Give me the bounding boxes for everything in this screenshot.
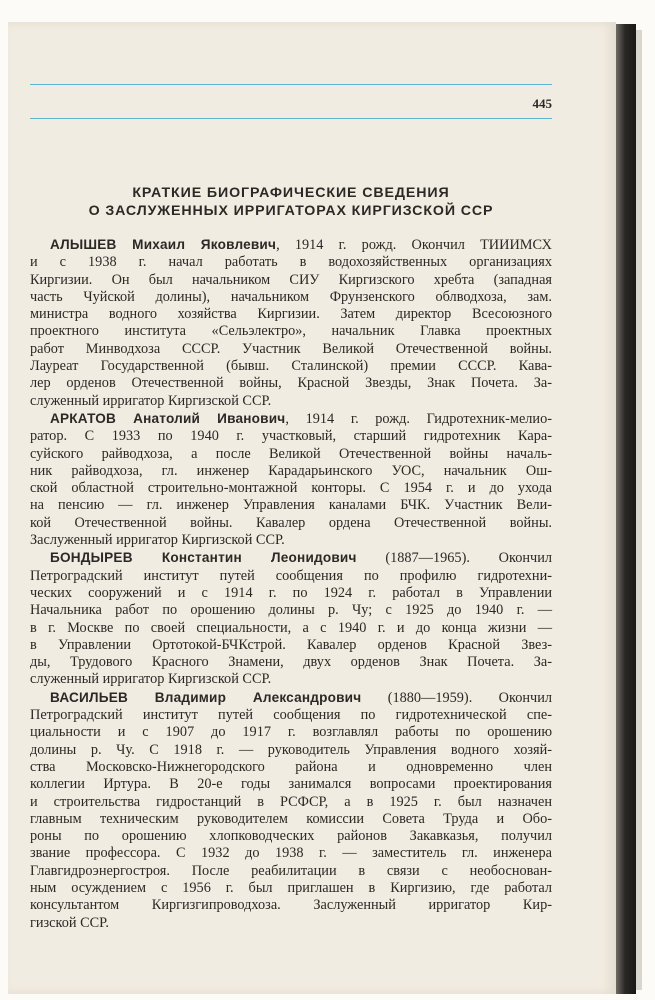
- biography-entry: [30, 410, 552, 549]
- entry-text-line: служенный ирригатор Киргизской ССР.: [30, 671, 272, 688]
- entry-text-line: работ Минводхоза СССР. Участник Великой Отечественной войны.: [30, 340, 552, 357]
- entry-text-line: гизской ССР.: [30, 914, 109, 931]
- header-rule-top: [30, 84, 552, 85]
- entry-text-line: проектного института «Сельэлектро», начальник Главка проектных: [30, 323, 552, 340]
- entry-text-line: Киргизии. Он был начальником СИУ Киргизского хребта (западная: [30, 271, 552, 288]
- section-title-line-1: КРАТКИЕ БИОГРАФИЧЕСКИЕ СВЕДЕНИЯ: [132, 185, 450, 201]
- entry-first-line: БОНДЫРЕВ Константин Леонидович (1887—1965). Окончил: [50, 550, 552, 567]
- entry-text-line: министра водного хозяйства Киргизии. Затем директор Всесоюзного: [30, 306, 552, 323]
- entry-text-line: циальности и с 1907 до 1917 г. возглавлял работы по орошению: [30, 724, 552, 741]
- entry-text-line: суйского райводхоза, а после Великой Отечественной войны началь-: [30, 445, 552, 462]
- entry-text-line: долины р. Чу. С 1918 г. — руководитель Управления водного хозяй-: [30, 741, 552, 758]
- section-title-line-2: О ЗАСЛУЖЕННЫХ ИРРИГАТОРАХ КИРГИЗСКОЙ ССР: [88, 203, 494, 219]
- person-name: БОНДЫРЕВ Константин Леонидович: [50, 550, 357, 566]
- header-rule-bottom: [30, 118, 552, 119]
- entry-text-line: Петроградский институт путей сообщения по гидротехнической спе-: [30, 707, 552, 724]
- entry-text-line: главным техническим руководителем комиссии Совета Труда и Обо-: [30, 810, 552, 827]
- entry-text-line: на пенсию — гл. инженер Управления каналами БЧК. Участник Вели-: [30, 497, 552, 514]
- entry-text-line: консультантом Киргизгипроводхоза. Заслуженный ирригатор Кир-: [30, 897, 552, 914]
- section-title: [30, 184, 552, 220]
- entry-text-line: Начальника работ по орошению долины р. Чу; с 1925 до 1940 г. —: [30, 602, 552, 619]
- entry-text-line: Петроградский институт путей сообщения по профилю гидротехни-: [30, 567, 552, 584]
- entry-text-line: звание профессора. С 1932 до 1938 г. — заместитель гл. инженера: [30, 845, 552, 862]
- person-name: АЛЫШЕВ Михаил Яковлевич: [50, 237, 277, 252]
- biography-entry: [30, 689, 552, 932]
- biography-entry: [30, 236, 552, 410]
- entry-text-line: ратор. С 1933 по 1940 г. участковый, старший гидротехник Кара-: [30, 428, 552, 445]
- page-number: 445: [532, 96, 552, 111]
- entry-text-line: служенный ирригатор Киргизской ССР.: [30, 392, 272, 409]
- entry-text-line: в Управлении Ортотокой-БЧКстрой. Кавалер орденов Красной Звез-: [30, 636, 552, 653]
- entry-first-line: АЛЫШЕВ Михаил Яковлевич, 1914 г. рожд. Окончил ТИИИМСХ: [50, 237, 552, 253]
- biography-list: [30, 236, 552, 932]
- entry-text-line: Главгидроэнергостроя. После реабилитации в связи с необоснован-: [30, 862, 552, 879]
- entry-text-line: и с 1938 г. начал работать в водохозяйственных организациях: [30, 254, 552, 271]
- entry-text-line: ческих сооружений и с 1914 г. по 1924 г. работал в Управлении: [30, 584, 552, 601]
- biography-entry: [30, 549, 552, 688]
- entry-text-line: ства Московско-Нижнегородского района и одновременно член: [30, 758, 552, 775]
- book-spine-shadow: [616, 24, 636, 994]
- person-name: АРКАТОВ Анатолий Иванович: [50, 410, 286, 426]
- entry-text-line: роны по орошению хлопководческих районов Закавказья, получил: [30, 828, 552, 845]
- entry-first-line: ВАСИЛЬЕВ Владимир Александрович (1880—1959). Окончил: [50, 689, 552, 706]
- entry-text-line: ным осуждением с 1956 г. был приглашен в Киргизию, где работал: [30, 879, 552, 896]
- entry-text-line: Заслуженный ирригатор Киргизской ССР.: [30, 532, 285, 549]
- entry-text-line: коллегии Иртура. В 20-е годы занимался вопросами проектирования: [30, 776, 552, 793]
- entry-text-line: в г. Москве по своей специальности, а с 1940 г. и до конца жизни —: [30, 619, 552, 636]
- page-edge: [636, 30, 642, 990]
- entry-first-line: АРКАТОВ Анатолий Иванович, 1914 г. рожд. Гидротехник-мелио-: [50, 410, 552, 427]
- entry-text-line: Лауреат Государственной (бывш. Сталинской) премии СССР. Кава-: [30, 358, 552, 375]
- entry-text-line: ник райводхоза, гл. инженер Карадарьинского УОС, начальник Ош-: [30, 462, 552, 479]
- entry-text-line: часть Чуйской долины), начальником Фрунзенского облводхоза, зам.: [30, 288, 552, 305]
- entry-text-line: ской областной строительно-монтажной конторы. С 1954 г. и до ухода: [30, 480, 552, 497]
- entry-text-line: ды, Трудового Красного Знамени, двух орденов Знак Почета. За-: [30, 654, 552, 671]
- entry-text-line: лер орденов Отечественной войны, Красной Звезды, Знак Почета. За-: [30, 375, 552, 392]
- entry-text-line: кой Отечественной войны. Кавалер ордена Отечественной войны.: [30, 514, 552, 531]
- person-name: ВАСИЛЬЕВ Владимир Александрович: [50, 689, 362, 705]
- entry-text-line: и строительства гидростанций в РСФСР, а в 1925 г. был назначен: [30, 793, 552, 810]
